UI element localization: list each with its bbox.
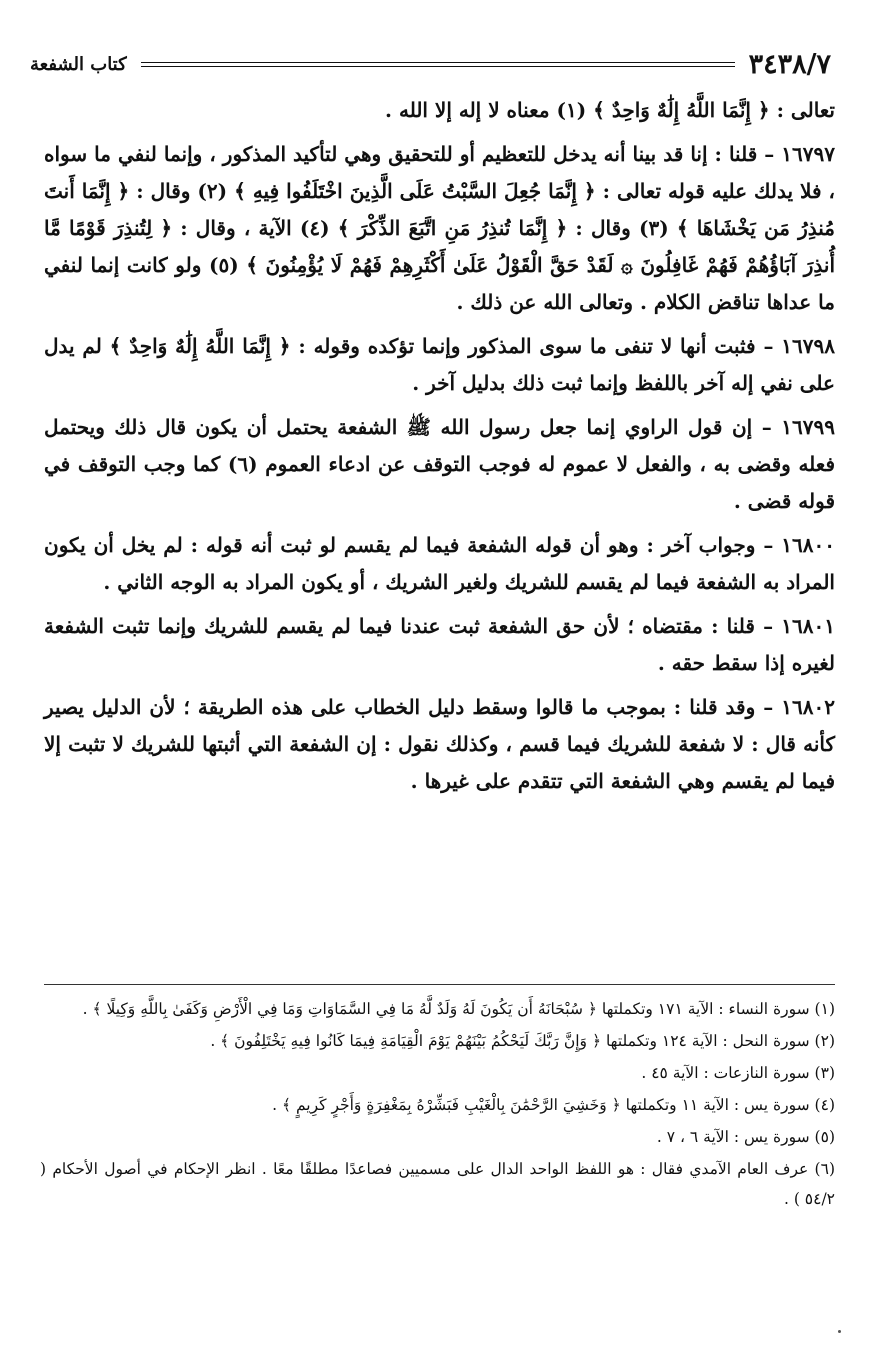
footnotes bbox=[40, 994, 835, 1216]
paragraph-number: ١٦٧٩٧ bbox=[781, 142, 835, 166]
paragraph-number: ١٦٨٠٢ bbox=[781, 695, 835, 719]
paragraph bbox=[44, 409, 835, 520]
scan-speck bbox=[838, 1330, 841, 1333]
header-rule bbox=[141, 62, 735, 67]
paragraph-number: ١٦٧٩٩ bbox=[781, 415, 835, 439]
paragraph bbox=[44, 328, 835, 402]
paragraph-text: – فثبت أنها لا تنفى ما سوى المذكور وإنما تؤكده وقوله : ﴿ إِنَّمَا اللَّهُ إِلَٰهٌ وَاحِدٌ ﴾ لم يدل على نفي إله آخر باللفظ وإنما ثبت ذلك بدليل آخر . bbox=[44, 334, 835, 395]
paragraph-text: – إن قول الراوي إنما جعل رسول الله ﷺ الشفعة يحتمل أن يكون قال ذلك ويحتمل فعله وقضى به ، والفعل لا عموم له فوجب التوقف عن ادعاء العموم (٦) كما وجب التوقف في قوله قضى . bbox=[44, 415, 836, 513]
paragraph-number: ١٦٧٩٨ bbox=[781, 334, 835, 358]
book-title: كتاب الشفعة bbox=[30, 53, 127, 75]
paragraph bbox=[44, 136, 835, 321]
paragraph bbox=[44, 689, 835, 800]
footnote: (٢) سورة النحل : الآية ١٢٤ وتكملتها ﴿ وَإِنَّ رَبَّكَ لَيَحْكُمُ بَيْنَهُمْ يَوْمَ الْقِيَامَةِ فِيمَا كَانُوا فِيهِ يَخْتَلِفُونَ ﴾ . bbox=[210, 1032, 835, 1050]
paragraph-text: – قلنا : إنا قد بينا أنه يدخل للتعظيم أو للتحقيق وهي لتأكيد المذكور ، وإنما لنفي ما سواه ، فلا يدلك عليه قوله تعالى : ﴿ إِنَّمَا جُعِلَ السَّبْتُ عَلَى الَّذِينَ اخْتَلَفُوا فِيهِ ﴾ (٢) وقال : ﴿ إِنَّمَا أَنتَ مُنذِرُ مَن يَخْشَاهَا ﴾ (٣) وقال : ﴿ إِنَّمَا تُنذِرُ مَنِ اتَّبَعَ الذِّكْرَ ﴾ (٤) الآية ، وقال : ﴿ لِتُنذِرَ قَوْمًا مَّا أُنذِرَ آبَاؤُهُمْ فَهُمْ غَافِلُونَ ۞ لَقَدْ حَقَّ الْقَوْلُ عَلَىٰ أَكْثَرِهِمْ فَهُمْ لَا يُؤْمِنُونَ ﴾ (٥) ولو كانت إنما لنفي ما عداها تناقض الكلام . وتعالى الله عن ذلك . bbox=[44, 142, 835, 314]
paragraph-number: ١٦٨٠٠ bbox=[781, 533, 835, 557]
footnote: (٣) سورة النازعات : الآية ٤٥ . bbox=[641, 1064, 835, 1082]
paragraph-text: – وجواب آخر : وهو أن قوله الشفعة فيما لم يقسم لو ثبت أنه قوله : لم يخل أن يكون المراد به الشفعة فيما لم يقسم للشريك ولغير الشريك ، أو يكون المراد به الوجه الثاني . bbox=[44, 533, 835, 594]
footnote: (١) سورة النساء : الآية ١٧١ وتكملتها ﴿ سُبْحَانَهُ أَن يَكُونَ لَهُ وَلَدٌ لَّهُ مَا فِي السَّمَاوَاتِ وَمَا فِي الْأَرْضِ وَكَفَىٰ بِاللَّهِ وَكِيلًا ﴾ . bbox=[82, 1000, 835, 1018]
paragraph bbox=[44, 608, 835, 682]
page-number: ٣٤٣٨/٧ bbox=[748, 48, 831, 80]
footnote-separator bbox=[44, 984, 835, 985]
paragraph bbox=[44, 527, 835, 601]
footnote: (٥) سورة يس : الآية ٦ ، ٧ . bbox=[656, 1128, 835, 1146]
paragraph-text: تعالى : ﴿ إِنَّمَا اللَّهُ إِلَٰهٌ وَاحِدٌ ﴾ (١) معناه لا إله إلا الله . bbox=[385, 98, 835, 122]
footnote: (٦) عرف العام الآمدي فقال : هو اللفظ الواحد الدال على مسميين فصاعدًا مطلقًا معًا . انظر الإحكام في أصول الأحكام ( ٥٤/٢ ) . bbox=[40, 1160, 836, 1208]
paragraph-text: – وقد قلنا : بموجب ما قالوا وسقط دليل الخطاب على هذه الطريقة ؛ لأن الدليل يصير كأنه قال : لا شفعة للشريك فيما قسم ، وكذلك نقول : إن الشفعة التي أثبتها للشريك لا تثبت إلا فيما لم يقسم وهي الشفعة التي تتقدم على غيرها . bbox=[44, 695, 835, 793]
main-text bbox=[44, 92, 835, 807]
page-header bbox=[30, 44, 831, 84]
paragraph-number: ١٦٨٠١ bbox=[781, 614, 835, 638]
paragraph-text: – قلنا : مقتضاه ؛ لأن حق الشفعة ثبت عندنا فيما لم يقسم للشريك وإنما تثبت الشفعة لغيره إذا سقط حقه . bbox=[44, 614, 835, 675]
footnote: (٤) سورة يس : الآية ١١ وتكملتها ﴿ وَخَشِيَ الرَّحْمَٰنَ بِالْغَيْبِ فَبَشِّرْهُ بِمَغْفِرَةٍ وَأَجْرٍ كَرِيمٍ ﴾ . bbox=[272, 1096, 835, 1114]
paragraph bbox=[44, 92, 835, 129]
